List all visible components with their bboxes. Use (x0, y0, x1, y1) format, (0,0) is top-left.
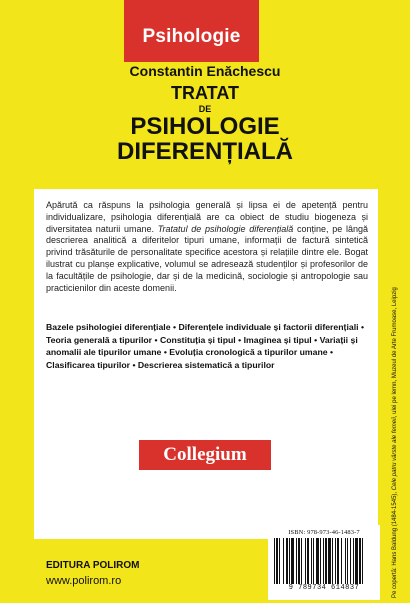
collegium-logo-text: Collegium (163, 444, 247, 465)
topic-item: Imaginea și tipul (243, 334, 312, 345)
title-line-3: PSIHOLOGIE (130, 113, 280, 140)
cover-credit (392, 38, 398, 598)
topic-item: Diferențele individuale și factorii diferențiali (178, 322, 359, 332)
topic-item: Teoria generală a tipurilor (46, 334, 153, 345)
bullet-icon: • (330, 347, 334, 358)
description-italic-title: Tratatul de psihologie diferențială (157, 223, 294, 234)
topic-item: Constituția și tipul (159, 334, 236, 345)
barcode-digits: 9 789734 614837 (288, 584, 360, 592)
cover-credit-suffix: , ulei pe lemn, Muzeul de Arte Frumoase, Leipzig (392, 287, 398, 418)
isbn-text: ISBN: 978-973-46-1483-7 (288, 529, 360, 536)
series-label: Psihologie (142, 26, 241, 47)
bullet-icon: • (360, 322, 364, 332)
bullet-icon: • (154, 334, 158, 345)
bullet-icon: • (314, 334, 318, 345)
collegium-logo (139, 440, 271, 470)
bullet-icon: • (172, 322, 177, 332)
topic-item: Evoluția cronologică a tipurilor umane (169, 347, 328, 358)
bullet-icon: • (163, 347, 167, 358)
cover-credit-prefix: Pe copertă: Hans Baldung (1484-1545), (392, 490, 398, 598)
author-name: Constantin Enăchescu (129, 63, 281, 79)
publisher-name: EDITURA POLIROM (46, 560, 140, 571)
series-banner (124, 0, 259, 62)
description-part-2: conține, pe lângă descrierea analitică a diferitelor tipuri umane, informații de factură sintetică privind trăsăturile de personalitate specifice acestora și relațiile dintre ele. Bogat ilustrat cu planșe explicative, volumul se adresează studenților și profesorilor de la facultățile de psihologie, dar și de la medicină, sociologie și antropologie sau practicienilor din aceste domenii. (46, 223, 369, 293)
topic-item: Descrierea sistematică a tipurilor (137, 359, 275, 370)
publisher-website: www.polirom.ro (46, 575, 122, 587)
topics-list (46, 321, 372, 371)
bullet-icon: • (238, 334, 242, 345)
book-description (46, 200, 368, 294)
barcode-box (268, 525, 380, 600)
topic-item: Variații și anomalii ale tipurilor umane (46, 334, 358, 358)
title-line-2: DE (198, 104, 212, 114)
description-part-1: Apărută ca răspuns la psihologia generală și lipsa ei de apetență pentru individualizare, psihologia diferențială are ca obiect de studiu biogeneza și diversitatea naturii umane. (46, 200, 368, 234)
topic-item: Bazele psihologiei diferențiale (46, 322, 171, 332)
book-title (0, 84, 410, 164)
barcode-icon (272, 538, 376, 584)
topic-item: Clasificarea tipurilor (46, 359, 131, 370)
title-line-1: TRATAT (171, 83, 239, 103)
bullet-icon: • (132, 359, 136, 370)
cover-credit-artwork: Cele patru vârste ale femeii (392, 417, 398, 491)
title-line-4: DIFERENȚIALĂ (117, 138, 293, 165)
